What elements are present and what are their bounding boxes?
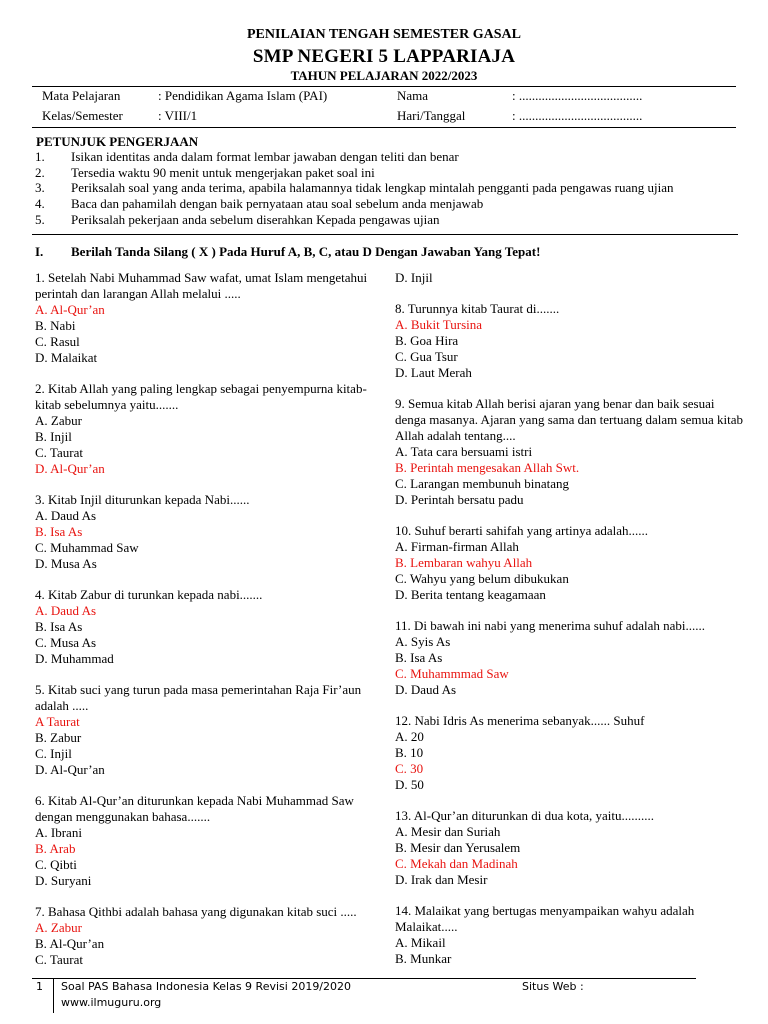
question-text: 8. Turunnya kitab Taurat di....... [395, 301, 560, 316]
answer-option-correct[interactable]: B. Isa As [35, 524, 83, 539]
question-text: 2. Kitab Allah yang paling lengkap sebagai penyempurna kitab-kitab sebelumnya yaitu....... [35, 381, 367, 412]
question-item [35, 492, 375, 572]
footer-divider [32, 978, 696, 979]
question-item [35, 904, 375, 968]
answer-option[interactable]: D. Laut Merah [395, 365, 472, 380]
instructions-title: PETUNJUK PENGERJAAN [36, 134, 199, 149]
answer-option[interactable]: D. Injil [395, 270, 433, 285]
answer-option[interactable]: A. Syis As [395, 634, 451, 649]
answer-option[interactable]: A. Mesir dan Suriah [395, 824, 501, 839]
section-divider [32, 234, 738, 235]
answer-option[interactable]: D. Musa As [35, 556, 97, 571]
answer-option-correct[interactable]: C. 30 [395, 761, 424, 776]
answer-option[interactable]: D. Suryani [35, 873, 92, 888]
question-text: 3. Kitab Injil diturunkan kepada Nabi...... [35, 492, 250, 507]
answer-option[interactable]: C. Qibti [35, 857, 77, 872]
answer-option[interactable]: C. Muhammad Saw [35, 540, 139, 555]
question-text: 1. Setelah Nabi Muhammad Saw wafat, umat Islam mengetahui perintah dan larangan Allah melalui ..... [35, 270, 368, 301]
question-item [395, 713, 745, 793]
answer-option[interactable]: A. Firman-firman Allah [395, 539, 519, 554]
question-item [35, 682, 375, 778]
answer-option[interactable]: C. Musa As [35, 635, 97, 650]
name-field[interactable]: : ...................................... [512, 88, 643, 103]
question-item [395, 808, 745, 888]
answer-option-correct[interactable]: C. Mekah dan Madinah [395, 856, 518, 871]
question-item [35, 587, 375, 667]
section-instruction: Berilah Tanda Silang ( X ) Pada Huruf A, B, C, atau D Dengan Jawaban Yang Tepat! [71, 244, 541, 259]
instruction-text: Isikan identitas anda dalam format lembar jawaban dengan teliti dan benar [71, 149, 459, 164]
question-item [395, 396, 745, 508]
answer-option[interactable]: D. Perintah bersatu padu [395, 492, 524, 507]
answer-option-correct[interactable]: C. Muhammmad Saw [395, 666, 509, 681]
answer-option[interactable]: A. 20 [395, 729, 424, 744]
answer-option[interactable]: D. Berita tentang keagamaan [395, 587, 546, 602]
answer-option[interactable]: D. Daud As [395, 682, 457, 697]
question-item [395, 903, 745, 967]
class-value: : VIII/1 [158, 108, 198, 123]
footer-document-title: Soal PAS Bahasa Indonesia Kelas 9 Revisi 2019/2020 [61, 980, 352, 993]
name-label: Nama [397, 88, 429, 103]
question-text: 10. Suhuf berarti sahifah yang artinya adalah...... [395, 523, 649, 538]
subject-label: Mata Pelajaran [42, 88, 121, 103]
school-name: SMP NEGERI 5 LAPPARIAJA [252, 46, 516, 67]
question-text: 13. Al-Qur’an diturunkan di dua kota, yaitu.......... [395, 808, 654, 823]
answer-option[interactable]: C. Rasul [35, 334, 80, 349]
footer-separator [53, 979, 54, 1013]
answer-option[interactable]: D. Al-Qur’an [35, 762, 105, 777]
answer-option-correct[interactable]: A. Zabur [35, 920, 82, 935]
instruction-number: 5. [35, 212, 45, 227]
answer-option[interactable]: C. Larangan membunuh binatang [395, 476, 570, 491]
answer-option[interactable]: B. Mesir dan Yerusalem [395, 840, 521, 855]
answer-option[interactable]: A. Daud As [35, 508, 97, 523]
footer-site-url[interactable]: www.ilmuguru.org [61, 996, 162, 1009]
question-item [35, 270, 375, 366]
instruction-text: Tersedia waktu 90 menit untuk mengerjakan paket soal ini [71, 165, 375, 180]
instruction-number: 4. [35, 196, 45, 211]
answer-option[interactable]: A. Tata cara bersuami istri [395, 444, 533, 459]
answer-option[interactable]: A. Zabur [35, 413, 82, 428]
instruction-number: 3. [35, 180, 45, 195]
answer-option[interactable]: C. Injil [35, 746, 72, 761]
answer-option[interactable]: B. Zabur [35, 730, 82, 745]
question-item [395, 270, 745, 286]
answer-option-correct[interactable]: D. Al-Qur’an [35, 461, 105, 476]
answer-option[interactable]: B. Injil [35, 429, 72, 444]
answer-option[interactable]: D. Irak dan Mesir [395, 872, 488, 887]
question-item [395, 301, 745, 381]
footer-site-label: Situs Web : [522, 980, 584, 993]
answer-option[interactable]: C. Wahyu yang belum dibukukan [395, 571, 569, 586]
answer-option[interactable]: B. Goa Hira [395, 333, 459, 348]
answer-option[interactable]: C. Taurat [35, 445, 83, 460]
answer-option-correct[interactable]: A. Al-Qur’an [35, 302, 105, 317]
answer-option-correct[interactable]: B. Perintah mengesakan Allah Swt. [395, 460, 580, 475]
answer-option-correct[interactable]: A Taurat [35, 714, 80, 729]
date-field[interactable]: : ...................................... [512, 108, 643, 123]
instruction-text: Baca dan pahamilah dengan baik pernyataan atau soal sebelum anda menjawab [71, 196, 484, 211]
question-text: 12. Nabi Idris As menerima sebanyak...... Suhuf [395, 713, 645, 728]
question-item [35, 381, 375, 477]
question-text: 7. Bahasa Qithbi adalah bahasa yang digunakan kitab suci ..... [35, 904, 357, 919]
question-text: 5. Kitab suci yang turun pada masa pemerintahan Raja Fir’aun adalah ..... [35, 682, 362, 713]
question-item [395, 523, 745, 603]
answer-option[interactable]: C. Gua Tsur [395, 349, 458, 364]
answer-option[interactable]: B. 10 [395, 745, 424, 760]
answer-option[interactable]: D. 50 [395, 777, 424, 792]
question-text: 4. Kitab Zabur di turunkan kepada nabi....... [35, 587, 263, 602]
answer-option[interactable]: B. Munkar [395, 951, 452, 966]
question-item [395, 618, 745, 698]
instruction-text: Periksalah soal yang anda terima, apabila halamannya tidak lengkap mintalah pengganti pada pengawas ruang ujian [71, 180, 674, 195]
subject-value: : Pendidikan Agama Islam (PAI) [158, 88, 328, 103]
answer-option-correct[interactable]: B. Arab [35, 841, 76, 856]
section-number: I. [35, 244, 44, 259]
question-item [35, 793, 375, 889]
answer-option[interactable]: C. Taurat [35, 952, 83, 967]
instruction-number: 2. [35, 165, 45, 180]
instruction-number: 1. [35, 149, 45, 164]
question-text: 9. Semua kitab Allah berisi ajaran yang benar dan baik sesuai denga masanya. Ajaran yang sama dan tertuang dalam semua kitab Allah adalah tentang.... [395, 396, 743, 443]
question-text: 6. Kitab Al-Qur’an diturunkan kepada Nabi Muhammad Saw dengan menggunakan bahasa....... [35, 793, 354, 824]
date-label: Hari/Tanggal [397, 108, 466, 123]
answer-option-correct[interactable]: A. Daud As [35, 603, 97, 618]
class-label: Kelas/Semester [42, 108, 123, 123]
answer-option[interactable]: D. Muhammad [35, 651, 114, 666]
identity-table [32, 86, 736, 128]
answer-option-correct[interactable]: B. Lembaran wahyu Allah [395, 555, 533, 570]
question-text: 11. Di bawah ini nabi yang menerima suhuf adalah nabi...... [395, 618, 705, 633]
answer-option[interactable]: B. Isa As [395, 650, 443, 665]
answer-option[interactable]: B. Al-Qur’an [35, 936, 105, 951]
answer-option[interactable]: D. Malaikat [35, 350, 98, 365]
answer-option[interactable]: A. Ibrani [35, 825, 82, 840]
answer-option-correct[interactable]: A. Bukit Tursina [395, 317, 483, 332]
question-text: 14. Malaikat yang bertugas menyampaikan wahyu adalah Malaikat..... [395, 903, 695, 934]
page-number: 1 [36, 980, 43, 993]
instruction-text: Periksalah pekerjaan anda sebelum diserahkan Kepada pengawas ujian [71, 212, 440, 227]
exam-title: PENILAIAN TENGAH SEMESTER GASAL [247, 27, 521, 42]
answer-option[interactable]: B. Isa As [35, 619, 83, 634]
questions-right-column [395, 270, 745, 982]
questions-left-column [35, 270, 375, 983]
answer-option[interactable]: A. Mikail [395, 935, 446, 950]
academic-year: TAHUN PELAJARAN 2022/2023 [290, 68, 478, 83]
answer-option[interactable]: B. Nabi [35, 318, 76, 333]
